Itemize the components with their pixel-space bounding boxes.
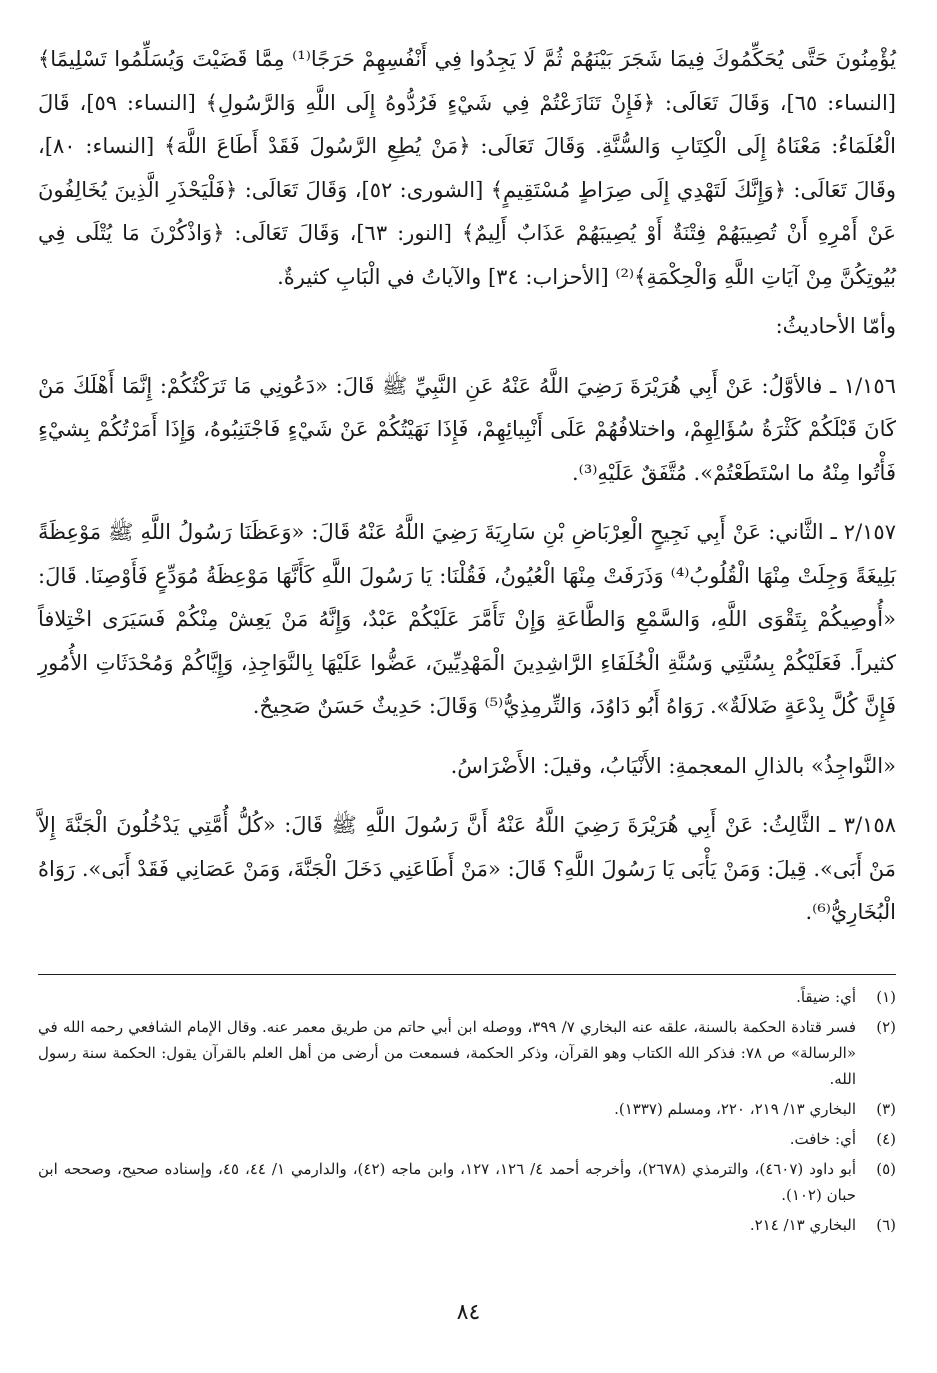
footnote-text: فسر قتادة الحكمة بالسنة، علقه عنه البخاري ٧/ ٣٩٩، ووصله ابن أبي حاتم من طريق معمر عنه. وقال الإمام الشافعي رحمه الله في «الرسالة» ص ٧٨: فذكر الله الكتاب وهو القرآن، وذكر الحكمة، فسمعت من أرضى من أهل العلم بالقرآن يقول: الحكمة سنة رسول الله. bbox=[38, 1018, 856, 1088]
footnote-number: (٦) bbox=[876, 1216, 896, 1234]
hadith-157 bbox=[38, 511, 896, 729]
hadith-number: ٣/١٥٨ bbox=[843, 813, 896, 837]
hadith-number: ١/١٥٦ bbox=[843, 373, 896, 398]
footnotes bbox=[38, 984, 896, 1242]
footnote bbox=[38, 1212, 896, 1238]
footnote bbox=[38, 1126, 896, 1152]
intro-paragraph: يُؤْمِنُونَ حَتَّى يُحَكِّمُوكَ فِيمَا شَجَرَ بَيْنَهُمْ ثُمَّ لَا يَجِدُوا فِي أَنْفُسِهِمْ حَرَجًا⁽¹⁾ مِمَّا قَضَيْتَ وَيُسَلِّمُوا تَسْلِيمًا﴾ [النساء: ٦٥]، وَقَالَ تَعَالَى: ﴿فَإِنْ تَنَازَعْتُمْ فِي شَيْءٍ فَرُدُّوهُ إِلَى اللَّهِ وَالرَّسُولِ﴾ [النساء: ٥٩]، قَالَ الْعُلَمَاءُ: مَعْنَاهُ إِلَى الْكِتَابِ وَالسُّنَّةِ. وَقَالَ تَعَالَى: ﴿مَنْ يُطِعِ الرَّسُولَ فَقَدْ أَطَاعَ اللَّهَ﴾ [النساء: ٨٠]، وقَالَ تَعَالَى: ﴿وَإِنَّكَ لَتَهْدِي إِلَى صِرَاطٍ مُسْتَقِيمٍ﴾ [الشورى: ٥٢]، وَقَالَ تَعَالَى: ﴿فَلْيَحْذَرِ الَّذِينَ يُخَالِفُونَ عَنْ أَمْرِهِ أَنْ تُصِيبَهُمْ فِتْنَةٌ أَوْ يُصِيبَهُمْ عَذَابٌ أَلِيمٌ﴾ [النور: ٦٣]، وَقَالَ تَعَالَى: ﴿وَاذْكُرْنَ مَا يُتْلَى فِي بُيُوتِكُنَّ مِنْ آيَاتِ اللَّهِ وَالْحِكْمَةِ﴾⁽²⁾ [الأحزاب: ٣٤] والآياتُ في الْبَابِ كثيرةٌ. bbox=[38, 47, 896, 289]
section-heading: وأمّا الأحاديثُ: bbox=[775, 314, 896, 338]
footnote-number: (٣) bbox=[876, 1100, 896, 1118]
footnote bbox=[38, 984, 896, 1010]
footnote-number: (١) bbox=[876, 988, 896, 1006]
footnote-text: أي: خافت. bbox=[789, 1130, 856, 1148]
hadith-text: ـ فالأوَّلُ: عَنْ أَبِي هُرَيْرَةَ رَضِيَ اللَّهُ عَنْهُ عَنِ النَّبِيِّ ﷺ قَالَ: «دَعُونِي مَا تَرَكْتُكُمْ: إِنَّمَا أَهْلَكَ مَنْ كَانَ قَبْلَكُمْ كَثْرَةُ سُؤَالِهِمْ، واختلافُهُمْ عَلَى أَنْبِيائِهِمْ، فَإِذَا نَهَيْتُكُمْ عَنْ شَيْءٍ فَاجْتَنِبُوهُ، وَإِذَا أَمَرْتُكُمْ بِشيْءٍ فَأْتُوا مِنْهُ ما اسْتَطَعْتُمْ». مُتَّفَقٌ عَلَيْهِ⁽³⁾. bbox=[38, 373, 896, 485]
footnote-number: (٤) bbox=[876, 1130, 896, 1148]
footnote-text: البخاري ١٣/ ٢١٩، ٢٢٠، ومسلم (١٣٣٧). bbox=[614, 1100, 856, 1118]
page-number: ٨٤ bbox=[456, 1300, 481, 1325]
footnote bbox=[38, 1014, 896, 1092]
hadith-text: ـ الثَّالِثُ: عَنْ أَبِي هُرَيْرَةَ رَضِيَ اللَّهُ عَنْهُ أَنَّ رَسُولَ اللَّهِ ﷺ قَالَ: «كُلُّ أُمَّتِي يَدْخُلُونَ الْجَنَّةَ إِلاَّ مَنْ أَبَى». قِيلَ: وَمَنْ يَأْبَى يَا رَسُولَ اللَّهِ؟ قَالَ: «مَنْ أَطَاعَنِي دَخَلَ الْجَنَّةَ، وَمَنْ عَصَانِي فَقَدْ أَبَى». رَوَاهُ الْبُخَارِيُّ⁽⁶⁾. bbox=[38, 813, 896, 924]
footnote-divider bbox=[38, 974, 896, 975]
footnote-number: (٢) bbox=[876, 1018, 896, 1036]
footnote-text: أبو داود (٤٦٠٧)، والترمذي (٢٦٧٨)، وأخرجه أحمد ٤/ ١٢٦، ١٢٧، وابن ماجه (٤٢)، والدارمي ١/ ٤٤، ٤٥، وإسناده صحيح، وصححه ابن حبان (١٠٢). bbox=[38, 1160, 857, 1204]
footnote bbox=[38, 1156, 896, 1208]
hadith-156 bbox=[38, 365, 896, 496]
hadith-158 bbox=[38, 804, 896, 935]
hadith-text: ـ الثَّاني: عَنْ أَبِي نَجِيحٍ الْعِرْبَاضِ بْنِ سَارِيَةَ رَضِيَ اللَّهُ عَنْهُ قَالَ: «وَعَظَنَا رَسُولُ اللَّهِ ﷺ مَوْعِظَةً بَلِيغَةً وَجِلَتْ مِنْهَا الْقُلُوبُ⁽⁴⁾ وَذَرَفَتْ مِنْهَا الْعُيُونُ، فَقُلْنَا: يَا رَسُولَ اللَّهِ كَأَنَّهَا مَوْعِظَةُ مُوَدِّعٍ فَأَوْصِنَا. قَالَ: «أُوصِيكُمْ بِتَقْوَى اللَّهِ، وَالسَّمْعِ وَالطَّاعَةِ وَإِنْ تَأَمَّرَ عَلَيْكُمْ عَبْدٌ، وَإِنَّهُ مَنْ يَعِشْ مِنْكُمْ فَسَيَرَى اخْتِلافاً كثيراً. فَعَلَيْكُمْ بِسُنَّتِي وَسُنَّةِ الْخُلَفَاءِ الرَّاشِدِينَ الْمَهْدِيِّينَ، عَضُّوا عَلَيْهَا بِالنَّوَاجِذِ، وَإِيَّاكُمْ وَمُحْدَثَاتِ الأُمُورِ فَإِنَّ كُلَّ بِدْعَةٍ ضَلالَةٌ». رَوَاهُ أَبُو دَاوُدَ، وَالتِّرمِذِيُّ⁽⁵⁾ وَقَالَ: حَدِيثٌ حَسَنٌ صَحِيحٌ. bbox=[38, 520, 896, 718]
main-text bbox=[38, 38, 896, 951]
footnote-number: (٥) bbox=[876, 1160, 896, 1178]
footnote bbox=[38, 1096, 896, 1122]
gloss-note: «النَّواجِذُ» بالذالِ المعجمةِ: الأَنْيَابُ، وقيلَ: الأَضْرَاسُ. bbox=[450, 753, 896, 778]
hadith-number: ٢/١٥٧ bbox=[843, 520, 896, 544]
footnote-text: البخاري ١٣/ ٢١٤. bbox=[749, 1216, 856, 1234]
footnote-text: أي: ضيقاً. bbox=[796, 988, 856, 1006]
